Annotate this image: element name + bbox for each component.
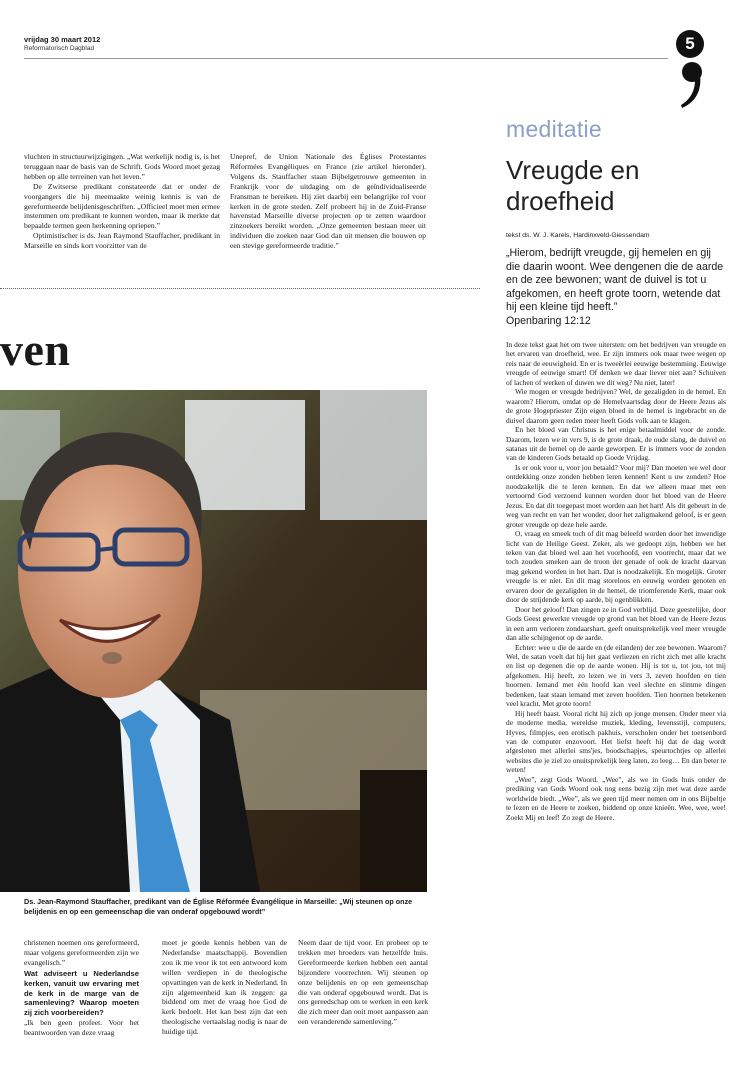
comma-logo-icon [678, 60, 706, 110]
page-number-badge: 5 [676, 30, 704, 58]
issue-date: vrijdag 30 maart 2012 [24, 35, 101, 44]
paragraph: In deze tekst gaat het om twee uitersten: om het bedrijven van vreugde en het ervaren van droefheid, wee. Er zijn immers ook maar twee wegen op reis naar de eeuwigheid. En er is tweeërlei eeuwige bestemming. Eeuwige vreugde of eeuwige smart! Of denken we daar liever niet aan? Schuiven of lachen of werken of duwen we dit weg? Nu niet, later! [506, 340, 726, 387]
quote-reference: Openbaring 12:12 [506, 314, 591, 327]
paragraph: O, vraag en smeek toch of dit mag beleefd worden door het inwendige licht van de Heilige Geest. Zeker, als we gedoopt zijn, hebben we het teken van dat bloed wel aan het voorhoofd, een voorrecht, maar dat we toch zouden smeken aan de troon der genade of ook de kracht daarvan mag gekend worden in het hart. Dat is noodzakelijk. En mogelijk. Groter vreugde is er niet. En dit mag storeloos en eeuwig worden genoten en ervaren door de gezaligden in de hemel, de triomferende Kerk, maar ook door de strijdende kerk op aarde, bij ogenblikken. [506, 529, 726, 605]
interview-column-2 [162, 938, 287, 1037]
meditation-title: Vreugde en droefheid [506, 155, 640, 216]
paragraph: vluchten in structuurwijzigingen. „Wat werkelijk nodig is, is het teruggaan naar de basis van de Schrift. Gods Woord moet gezag hebben op alle terreinen van het leven.” [24, 152, 220, 181]
paragraph: Neem daar de tijd voor. En probeer op te trekken met broeders van hetzelfde huis. Gereformeerde kerken hebben een aantal bijzondere voorrechten. Wij steunen op onze belijdenis en op een gemeenschap die van onderaf opgebouwd wordt. Dat is ons gereedschap om te werken in een kerk die zich meer dan ooit moet aanpassen aan een veranderende samenleving.” [298, 938, 428, 1027]
headline-fragment: ven [0, 324, 71, 375]
section-divider [0, 288, 480, 289]
scripture-quote [506, 247, 726, 329]
paragraph: Wie mogen er vreugde bedrijven? Wel, de gezaligden in de hemel. En waarom? Hierom, omdat op de Hemelvaartsdag door de Heere Jezus als de grote Hogepriester Zijn eigen bloed in de hemel is ingebracht en de duivel daarom geen reden meer heeft Gods volk aan te klagen. [506, 387, 726, 425]
paragraph: Door het geloof! Dan zingen ze in God verblijd. Deze geestelijke, door Gods Geest gewerkte vreugde op grond van het bloed van de Heere Jezus in een arm verloren zondaarshart, geeft onuitsprekelijk veel meer vreugde dan alle schijngenot op de aarde. [506, 604, 726, 643]
interview-column-3 [298, 938, 428, 1027]
article-top-column-2 [230, 152, 426, 251]
paragraph: Echter: wee u die de aarde en (de eilanden) der zee bewonen. Waarom? Wel, de satan voelt dat hij het gaat verliezen en richt zich met alle kracht en list op degenen die op de aarde wonen. Hij is tot u, tot jou, tot mij afgekomen. Hij heeft, zo lezen we in vers 3, zeven hoofden en tien hoornen. Iemand met één hoofd kan veel slechte en slimme dingen bedenken, laat staan iemand met zeven hoofden. Tien hoornen betekenen veel kracht. Met grote toorn! [506, 642, 726, 709]
header-rule [24, 58, 668, 59]
paragraph: Optimistischer is ds. Jean Raymond Stauffacher, predikant in Marseille en sinds kort voorzitter van de [24, 231, 220, 251]
meditation-body [506, 340, 726, 822]
paragraph: Unepref, de Union Nationale des Églises Protestantes Réformées Evangéliques en France (zie artikel hieronder). Volgens ds. Stauffacher staan Bijbelgetrouwe gemeenten in Frankrijk voor de uitdaging om de geïndividualiseerde Fransman te bereiken. Hij ziet daarbij een belangrijke rol voor kerken in de grote steden. Zelf probeert hij in de Zuid-Franse havenstad Marseille diverse projecten op te zetten waardoor zinzoekers bereikt worden. „Onze gemeenten bestaan meer uit individuen die zoeken naar God dan uit mensen die bouwen op een stevige gereformeerde traditie.” [230, 152, 426, 251]
interview-question: Wat adviseert u Nederlandse kerken, vanuit uw ervaring met de kerk in de marge van de samenleving? Waarop moeten zij zich voorbereiden? [24, 968, 139, 1018]
photo-caption: Ds. Jean-Raymond Stauffacher, predikant van de Église Réformée Évangélique in Marseille: „Wij steunen op onze belijdenis en op een gemeenschap die van onderaf opgebouwd wordt” [24, 897, 413, 916]
byline: tekst ds. W. J. Karels, Hardinxveld-Giessendam [506, 232, 650, 239]
paragraph: En het bloed van Christus is het enige betaalmiddel voor de zonde. Daarom, lezen we in vers 9, is de grote draak, de oude slang, de duivel en satanas uit de hemel op de aarde geworpen. Er is immers voor de zonden van de kinderen Gods betaald op Goede Vrijdag. [506, 425, 726, 463]
paragraph: christenen noemen ons gereformeerd, maar volgens gereformeerden zijn we evangelisch.” [24, 938, 139, 967]
quote-text: „Hierom, bedrijft vreugde, gij hemelen en gij die daarin woont. Wee dengenen die de aarde en de zee bewonen; want de duivel is tot u afgekomen, en heeft grote toorn, wetende dat hij een kleine tijd heeft.” [506, 247, 724, 314]
paragraph: „Ik ben geen profeet. Voor het beantwoorden van deze vraag [24, 1018, 139, 1038]
paragraph: Hij heeft haast. Vooral richt hij zich op jonge mensen. Onder meer via de moderne media, wereldse muziek, kleding, levensstijl, computers, Hyves, filmpjes, een erotisch pakhuis, verscholen onder het toetsenbord van de computer enzovoort. Het liefst heeft hij dat de dag wordt afgesloten met allerlei sms'jes, boodschapjes, speurtochtjes op allerlei websites die je ziel zo onuitsprekelijk leeg laten, zo leeg… En dan beter te weten! [506, 708, 726, 775]
paragraph: De Zwitserse predikant constateerde dat er onder de voorgangers die hij meemaakte weinig kennis is van de gereformeerde belijdenisgeschriften. „Officieel moet men ermee instemmen om predikant te kunnen worden, maar ik merkte dat bepaalde termen geen herkenning opriepen.” [24, 181, 220, 231]
paragraph: „Wee”, zegt Gods Woord. „Wee”, als we in Gods huis onder de prediking van Gods Woord ook nog eens bezig zijn met wat deze aarde worldwide biedt. „Wee”, als we geen tijd meer nemen om in ons Bijbeltje te lezen en de Heere te zoeken, biddend op onze knieën. Wee, wee, wee! Zoekt Mij en leef! Zo zegt de Heere. [506, 774, 726, 822]
newspaper-name: Reformatorisch Dagblad [24, 45, 95, 52]
paragraph: moet je goede kennis hebben van de Nederlandse maatschappij. Bovendien zou ik me voor ik tot een antwoord kom willen verdiepen in de theologische opvattingen van de kerk in Nederland. In zijn algemeenheid kan ik zeggen: ga biddend om met de vraag hoe God de kerk bedoelt. Het kan best zijn dat een theologische vertaalslag nodig is naar de huidige tijd. [162, 938, 287, 1037]
article-top-column-1 [24, 152, 220, 251]
paragraph: Is er ook voor u, voor jou betaald? Voor mij? Dan moeten we wel door ontdekking onze zonden hebben leren kennen! Kent u uw zonden? Hoe noodzakelijk die te leren kennen. En dat we alleen maar met een vertoornd God verzoend kunnen worden door het bloed van de Heere Jezus. En dat dit toegepast moet worden aan het hart! Als dit gebeurt in de weg van recht en van het wonder, door het zaligmakend geloof, is er geen groter vreugde op deze hele aarde. [506, 462, 726, 529]
interview-column-1 [24, 938, 139, 1038]
portrait-photo [0, 390, 427, 892]
section-label: meditatie [506, 116, 603, 142]
